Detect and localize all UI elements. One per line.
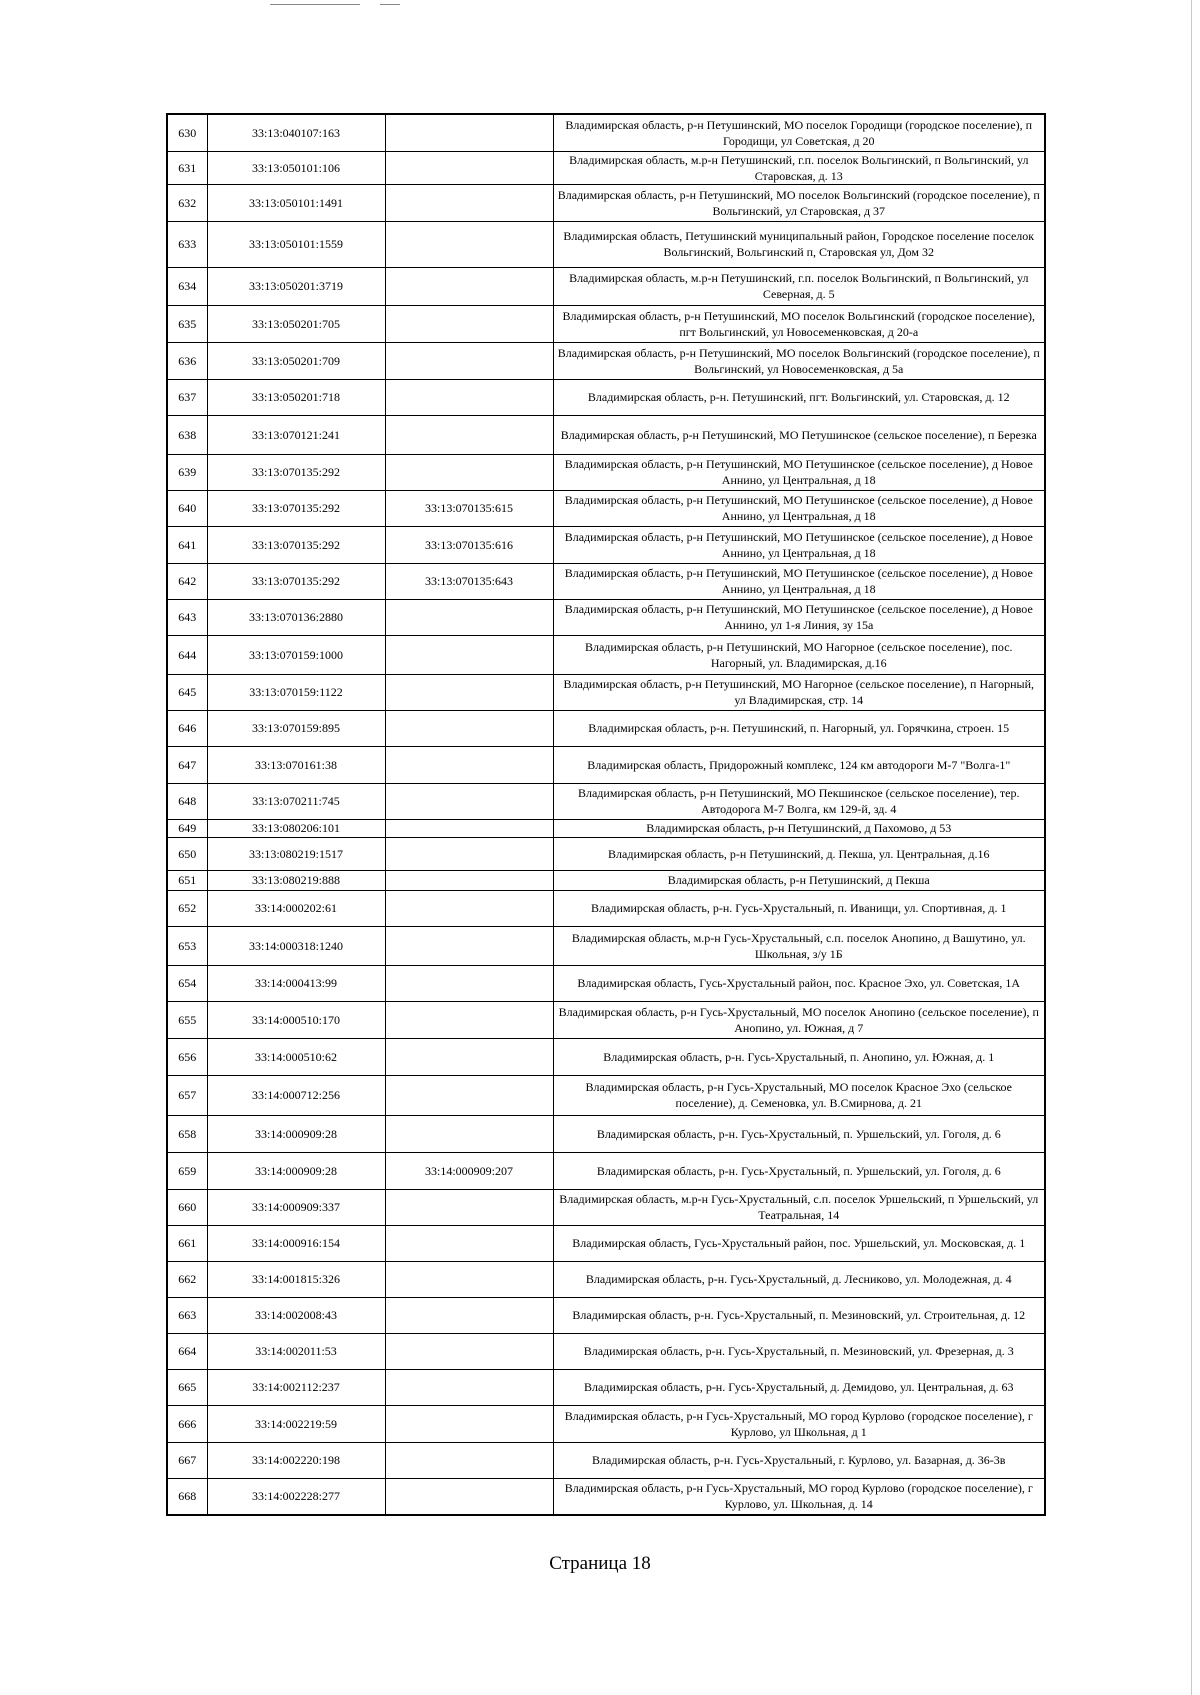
page-number: Страница 18 xyxy=(549,1553,651,1574)
cadastral-number: 33:14:002112:237 xyxy=(207,1369,385,1405)
secondary-cadastral-number xyxy=(385,1369,553,1405)
secondary-cadastral-number: 33:13:070135:643 xyxy=(385,563,553,599)
secondary-cadastral-number xyxy=(385,1478,553,1515)
address: Владимирская область, р-н Петушинский, МО поселок Вольгинский (городское поселение), п Вольгинский, ул Новосеменковская, д 5а xyxy=(553,342,1045,379)
cadastral-number: 33:14:001815:326 xyxy=(207,1261,385,1297)
row-number: 636 xyxy=(167,342,207,379)
row-number: 668 xyxy=(167,1478,207,1515)
cadastral-number: 33:14:002008:43 xyxy=(207,1297,385,1333)
row-number: 658 xyxy=(167,1115,207,1152)
address: Владимирская область, м.р-н Гусь-Хрустальный, с.п. поселок Уршельский, п Уршельский, ул Театральная, 14 xyxy=(553,1189,1045,1225)
address: Владимирская область, Гусь-Хрустальный район, пос. Красное Эхо, ул. Советская, 1А xyxy=(553,965,1045,1001)
cadastral-number: 33:13:070136:2880 xyxy=(207,599,385,635)
row-number: 643 xyxy=(167,599,207,635)
cadastral-number: 33:13:050201:709 xyxy=(207,342,385,379)
table-row xyxy=(167,1478,1045,1515)
secondary-cadastral-number xyxy=(385,1001,553,1038)
row-number: 650 xyxy=(167,837,207,870)
secondary-cadastral-number xyxy=(385,890,553,926)
cadastral-number: 33:14:000202:61 xyxy=(207,890,385,926)
table-row xyxy=(167,1333,1045,1369)
secondary-cadastral-number xyxy=(385,965,553,1001)
table-row xyxy=(167,1261,1045,1297)
row-number: 661 xyxy=(167,1225,207,1261)
address: Владимирская область, р-н. Гусь-Хрустальный, д. Лесниково, ул. Молодежная, д. 4 xyxy=(553,1261,1045,1297)
address: Владимирская область, Петушинский муниципальный район, Городское поселение поселок Вольгинский, Вольгинский п, Старовская ул, Дом 32 xyxy=(553,221,1045,267)
secondary-cadastral-number xyxy=(385,379,553,415)
secondary-cadastral-number xyxy=(385,710,553,746)
table-row xyxy=(167,635,1045,674)
scan-mark xyxy=(380,4,400,5)
cadastral-number: 33:14:000909:28 xyxy=(207,1115,385,1152)
table-row xyxy=(167,1001,1045,1038)
table-row xyxy=(167,415,1045,454)
row-number: 663 xyxy=(167,1297,207,1333)
table-row xyxy=(167,151,1045,184)
cadastral-number: 33:14:002228:277 xyxy=(207,1478,385,1515)
table-row xyxy=(167,526,1045,563)
secondary-cadastral-number xyxy=(385,454,553,490)
cadastral-number: 33:14:000712:256 xyxy=(207,1075,385,1115)
row-number: 646 xyxy=(167,710,207,746)
address: Владимирская область, р-н Петушинский, МО Петушинское (сельское поселение), д Новое Аннино, ул Центральная, д 18 xyxy=(553,563,1045,599)
address: Владимирская область, р-н Петушинский, МО Петушинское (сельское поселение), д Новое Аннино, ул Центральная, д 18 xyxy=(553,526,1045,563)
cadastral-number: 33:13:050201:3719 xyxy=(207,267,385,305)
row-number: 640 xyxy=(167,490,207,526)
row-number: 632 xyxy=(167,184,207,221)
row-number: 631 xyxy=(167,151,207,184)
secondary-cadastral-number xyxy=(385,635,553,674)
table-row xyxy=(167,490,1045,526)
row-number: 635 xyxy=(167,305,207,342)
table-row xyxy=(167,599,1045,635)
address: Владимирская область, р-н Петушинский, МО Петушинское (сельское поселение), д Новое Аннино, ул Центральная, д 18 xyxy=(553,490,1045,526)
table-row xyxy=(167,870,1045,890)
table-row xyxy=(167,926,1045,965)
table-row xyxy=(167,305,1045,342)
row-number: 638 xyxy=(167,415,207,454)
address: Владимирская область, р-н Петушинский, д Пахомово, д 53 xyxy=(553,819,1045,837)
secondary-cadastral-number xyxy=(385,342,553,379)
table-row xyxy=(167,746,1045,783)
row-number: 665 xyxy=(167,1369,207,1405)
address: Владимирская область, р-н. Гусь-Хрустальный, д. Демидово, ул. Центральная, д. 63 xyxy=(553,1369,1045,1405)
cadastral-number: 33:13:070159:895 xyxy=(207,710,385,746)
address: Владимирская область, р-н. Гусь-Хрустальный, п. Уршельский, ул. Гоголя, д. 6 xyxy=(553,1115,1045,1152)
address: Владимирская область, р-н. Гусь-Хрустальный, п. Иванищи, ул. Спортивная, д. 1 xyxy=(553,890,1045,926)
row-number: 633 xyxy=(167,221,207,267)
row-number: 657 xyxy=(167,1075,207,1115)
row-number: 656 xyxy=(167,1038,207,1075)
table-row xyxy=(167,1115,1045,1152)
address: Владимирская область, р-н Петушинский, д. Пекша, ул. Центральная, д.16 xyxy=(553,837,1045,870)
cadastral-number: 33:13:070135:292 xyxy=(207,490,385,526)
table-row xyxy=(167,674,1045,710)
address: Владимирская область, р-н Гусь-Хрустальный, МО поселок Красное Эхо (сельское поселение), д. Семеновка, ул. В.Смирнова, д. 21 xyxy=(553,1075,1045,1115)
table-row xyxy=(167,837,1045,870)
cadastral-number: 33:13:080219:1517 xyxy=(207,837,385,870)
address: Владимирская область, р-н. Петушинский, пгт. Вольгинский, ул. Старовская, д. 12 xyxy=(553,379,1045,415)
row-number: 654 xyxy=(167,965,207,1001)
table-row xyxy=(167,1297,1045,1333)
table-row xyxy=(167,1442,1045,1478)
table-row xyxy=(167,783,1045,819)
row-number: 649 xyxy=(167,819,207,837)
row-number: 655 xyxy=(167,1001,207,1038)
secondary-cadastral-number xyxy=(385,151,553,184)
cadastral-number: 33:13:070135:292 xyxy=(207,526,385,563)
table-row xyxy=(167,1369,1045,1405)
address: Владимирская область, р-н Петушинский, МО Пекшинское (сельское поселение), тер. Автодорога М-7 Волга, км 129-й, зд. 4 xyxy=(553,783,1045,819)
address: Владимирская область, р-н. Гусь-Хрустальный, п. Мезиновский, ул. Строительная, д. 12 xyxy=(553,1297,1045,1333)
secondary-cadastral-number xyxy=(385,599,553,635)
cadastral-number: 33:14:000413:99 xyxy=(207,965,385,1001)
cadastral-number: 33:13:080219:888 xyxy=(207,870,385,890)
secondary-cadastral-number xyxy=(385,819,553,837)
address: Владимирская область, р-н. Гусь-Хрустальный, п. Уршельский, ул. Гоголя, д. 6 xyxy=(553,1152,1045,1189)
address: Владимирская область, р-н. Петушинский, п. Нагорный, ул. Горячкина, строен. 15 xyxy=(553,710,1045,746)
row-number: 637 xyxy=(167,379,207,415)
table-row xyxy=(167,1225,1045,1261)
scan-mark xyxy=(270,4,360,5)
secondary-cadastral-number xyxy=(385,746,553,783)
row-number: 639 xyxy=(167,454,207,490)
registry-table-body xyxy=(167,114,1045,1515)
table-row xyxy=(167,1038,1045,1075)
table-row xyxy=(167,819,1045,837)
table-row xyxy=(167,114,1045,151)
table-row xyxy=(167,184,1045,221)
cadastral-number: 33:13:080206:101 xyxy=(207,819,385,837)
secondary-cadastral-number xyxy=(385,1333,553,1369)
table-row xyxy=(167,342,1045,379)
secondary-cadastral-number xyxy=(385,1038,553,1075)
address: Владимирская область, Гусь-Хрустальный район, пос. Уршельский, ул. Московская, д. 1 xyxy=(553,1225,1045,1261)
row-number: 642 xyxy=(167,563,207,599)
secondary-cadastral-number xyxy=(385,1297,553,1333)
secondary-cadastral-number xyxy=(385,415,553,454)
table-row xyxy=(167,1152,1045,1189)
secondary-cadastral-number xyxy=(385,1075,553,1115)
secondary-cadastral-number: 33:13:070135:616 xyxy=(385,526,553,563)
secondary-cadastral-number xyxy=(385,305,553,342)
cadastral-number: 33:13:070159:1122 xyxy=(207,674,385,710)
row-number: 630 xyxy=(167,114,207,151)
secondary-cadastral-number xyxy=(385,1405,553,1442)
row-number: 653 xyxy=(167,926,207,965)
registry-table xyxy=(166,113,1046,1516)
row-number: 659 xyxy=(167,1152,207,1189)
secondary-cadastral-number xyxy=(385,1225,553,1261)
cadastral-number: 33:13:050101:1559 xyxy=(207,221,385,267)
secondary-cadastral-number xyxy=(385,267,553,305)
cadastral-number: 33:14:002220:198 xyxy=(207,1442,385,1478)
address: Владимирская область, р-н Петушинский, МО поселок Городищи (городское поселение), п Городищи, ул Советская, д 20 xyxy=(553,114,1045,151)
address: Владимирская область, м.р-н Петушинский, г.п. поселок Вольгинский, п Вольгинский, ул Старовская, д. 13 xyxy=(553,151,1045,184)
address: Владимирская область, р-н. Гусь-Хрустальный, г. Курлово, ул. Базарная, д. 36-3в xyxy=(553,1442,1045,1478)
cadastral-number: 33:14:000916:154 xyxy=(207,1225,385,1261)
cadastral-number: 33:14:002219:59 xyxy=(207,1405,385,1442)
secondary-cadastral-number xyxy=(385,837,553,870)
cadastral-number: 33:13:070161:38 xyxy=(207,746,385,783)
address: Владимирская область, р-н Петушинский, МО поселок Вольгинский (городское поселение), пгт Вольгинский, ул Новосеменковская, д 20-а xyxy=(553,305,1045,342)
address: Владимирская область, р-н Гусь-Хрустальный, МО город Курлово (городское поселение), г Курлово, ул. Школьная, д. 14 xyxy=(553,1478,1045,1515)
secondary-cadastral-number xyxy=(385,926,553,965)
secondary-cadastral-number xyxy=(385,1115,553,1152)
address: Владимирская область, р-н. Гусь-Хрустальный, п. Мезиновский, ул. Фрезерная, д. 3 xyxy=(553,1333,1045,1369)
table-row xyxy=(167,1405,1045,1442)
address: Владимирская область, р-н Петушинский, МО Петушинское (сельское поселение), п Березка xyxy=(553,415,1045,454)
address: Владимирская область, м.р-н Гусь-Хрустальный, с.п. поселок Анопино, д Вашутино, ул. Школьная, з/у 1Б xyxy=(553,926,1045,965)
row-number: 648 xyxy=(167,783,207,819)
row-number: 664 xyxy=(167,1333,207,1369)
secondary-cadastral-number xyxy=(385,221,553,267)
row-number: 645 xyxy=(167,674,207,710)
cadastral-number: 33:13:070135:292 xyxy=(207,563,385,599)
secondary-cadastral-number xyxy=(385,1189,553,1225)
secondary-cadastral-number: 33:14:000909:207 xyxy=(385,1152,553,1189)
cadastral-number: 33:13:050201:705 xyxy=(207,305,385,342)
cadastral-number: 33:14:002011:53 xyxy=(207,1333,385,1369)
cadastral-number: 33:14:000510:62 xyxy=(207,1038,385,1075)
address: Владимирская область, р-н Гусь-Хрустальный, МО поселок Анопино (сельское поселение), п Анопино, ул. Южная, д 7 xyxy=(553,1001,1045,1038)
row-number: 666 xyxy=(167,1405,207,1442)
cadastral-number: 33:13:070211:745 xyxy=(207,783,385,819)
row-number: 644 xyxy=(167,635,207,674)
address: Владимирская область, р-н Петушинский, д Пекша xyxy=(553,870,1045,890)
secondary-cadastral-number xyxy=(385,783,553,819)
address: Владимирская область, р-н Гусь-Хрустальный, МО город Курлово (городское поселение), г Курлово, ул Школьная, д 1 xyxy=(553,1405,1045,1442)
table-row xyxy=(167,1189,1045,1225)
address: Владимирская область, р-н Петушинский, МО Петушинское (сельское поселение), д Новое Аннино, ул 1-я Линия, зу 15а xyxy=(553,599,1045,635)
secondary-cadastral-number xyxy=(385,184,553,221)
address: Владимирская область, м.р-н Петушинский, г.п. поселок Вольгинский, п Вольгинский, ул Северная, д. 5 xyxy=(553,267,1045,305)
address: Владимирская область, р-н Петушинский, МО Нагорное (сельское поселение), пос. Нагорный, ул. Владимирская, д.16 xyxy=(553,635,1045,674)
cadastral-number: 33:13:070159:1000 xyxy=(207,635,385,674)
secondary-cadastral-number xyxy=(385,674,553,710)
cadastral-number: 33:13:050101:1491 xyxy=(207,184,385,221)
row-number: 634 xyxy=(167,267,207,305)
address: Владимирская область, р-н Петушинский, МО поселок Вольгинский (городское поселение), п Вольгинский, ул Старовская, д 37 xyxy=(553,184,1045,221)
table-row xyxy=(167,563,1045,599)
row-number: 651 xyxy=(167,870,207,890)
cadastral-number: 33:13:050201:718 xyxy=(207,379,385,415)
row-number: 647 xyxy=(167,746,207,783)
secondary-cadastral-number xyxy=(385,1261,553,1297)
cadastral-number: 33:13:070135:292 xyxy=(207,454,385,490)
row-number: 662 xyxy=(167,1261,207,1297)
address: Владимирская область, Придорожный комплекс, 124 км автодороги М-7 "Волга-1" xyxy=(553,746,1045,783)
cadastral-number: 33:13:050101:106 xyxy=(207,151,385,184)
table-row xyxy=(167,454,1045,490)
secondary-cadastral-number xyxy=(385,114,553,151)
secondary-cadastral-number xyxy=(385,870,553,890)
table-row xyxy=(167,379,1045,415)
row-number: 667 xyxy=(167,1442,207,1478)
table-row xyxy=(167,221,1045,267)
cadastral-number: 33:13:070121:241 xyxy=(207,415,385,454)
cadastral-number: 33:14:000510:170 xyxy=(207,1001,385,1038)
row-number: 652 xyxy=(167,890,207,926)
table-row xyxy=(167,1075,1045,1115)
address: Владимирская область, р-н Петушинский, МО Петушинское (сельское поселение), д Новое Аннино, ул Центральная, д 18 xyxy=(553,454,1045,490)
secondary-cadastral-number xyxy=(385,1442,553,1478)
cadastral-number: 33:14:000909:337 xyxy=(207,1189,385,1225)
address: Владимирская область, р-н. Гусь-Хрустальный, п. Анопино, ул. Южная, д. 1 xyxy=(553,1038,1045,1075)
secondary-cadastral-number: 33:13:070135:615 xyxy=(385,490,553,526)
address: Владимирская область, р-н Петушинский, МО Нагорное (сельское поселение), п Нагорный, ул Владимирская, стр. 14 xyxy=(553,674,1045,710)
scan-edge-line xyxy=(1191,0,1192,1695)
table-row xyxy=(167,267,1045,305)
row-number: 660 xyxy=(167,1189,207,1225)
cadastral-number: 33:14:000318:1240 xyxy=(207,926,385,965)
table-row xyxy=(167,710,1045,746)
cadastral-number: 33:14:000909:28 xyxy=(207,1152,385,1189)
row-number: 641 xyxy=(167,526,207,563)
table-row xyxy=(167,965,1045,1001)
cadastral-number: 33:13:040107:163 xyxy=(207,114,385,151)
table-row xyxy=(167,890,1045,926)
